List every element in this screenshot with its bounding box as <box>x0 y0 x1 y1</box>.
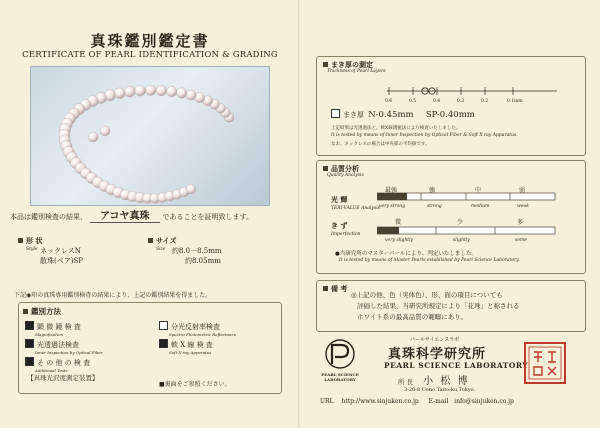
thickness-result: まき厚 N-0.45mm SP-0.40mm <box>331 109 475 120</box>
checkbox-icon <box>159 339 168 348</box>
lab-address: 3-20-8 Ueno Taito-ku,Tokyo. <box>404 387 476 393</box>
section-title: 備 考 <box>323 284 347 294</box>
section-title: 品質分析 <box>323 164 359 174</box>
flaw-bar <box>377 225 557 237</box>
size-value-2: 約8.05mm <box>185 257 221 265</box>
pearl-bead <box>114 88 125 99</box>
pearl-bead <box>135 85 146 96</box>
lab-url[interactable]: http://www.sinjuken.co.jp <box>341 398 419 405</box>
loose-pearl <box>100 126 110 136</box>
bullet-icon <box>148 238 153 243</box>
director: 所 長 小 松 博 <box>398 376 470 387</box>
pearl-bead <box>186 90 196 100</box>
gem-name: アコヤ真珠 <box>90 207 160 223</box>
flaw-fill <box>377 227 399 234</box>
luster-bar <box>377 191 557 203</box>
method-magnification: 顕 微 鏡 検 査 Magnification <box>25 321 81 337</box>
certificate-title: 真珠鑑別鑑定書 <box>90 32 210 50</box>
remarks-section: 備 考 ◎上記の他、色（実体色）、形、面の項目についても 評価した結果、当研究所規定により「花珠」と称される ホワイト系の最高品質の範疇にあり。 <box>316 280 586 332</box>
section-title: まき厚の測定 <box>323 60 373 70</box>
checkbox-icon <box>25 321 34 330</box>
psl-logo-icon <box>322 338 358 370</box>
back-note: ■裏面をご参照ください。 <box>159 381 231 388</box>
pearl-necklace-illustration <box>31 67 269 205</box>
bullet-icon <box>323 286 328 291</box>
loose-pearl <box>88 132 98 142</box>
lab-email[interactable]: info@sinjuken.co.jp <box>454 398 514 405</box>
size-label: サイズ Size <box>148 228 176 252</box>
pearl-bead <box>186 184 196 194</box>
method-optical-fiber: 光透過法検査 Inner Inspection by Optical Fiber <box>25 339 103 355</box>
layer-thickness-section: まき厚の測定 Thickness of Pearl Layers 0.6 0.5 0.4 0.3 0.2 0.1mm まき厚 N-0.45mm SP-0.40mm 上記結果は光透過法と、軟X線透視法により検査いたしました。 It is tested by means of Inner Inspection by Optical Fiber & Soft X-ray Apparatus. なお、ネックレスの場合は中央部の平均値です。 <box>316 56 586 156</box>
other-tests-value: 【真珠光沢度測定装置】 <box>27 374 99 382</box>
pearl-bead <box>176 88 186 98</box>
seal-stamp-icon <box>522 340 568 386</box>
identification-methods-box <box>18 302 282 394</box>
pearl-bead <box>166 86 176 96</box>
red-seal <box>522 340 568 390</box>
shape-label: 形 状 Style <box>18 228 42 252</box>
size-value-1: 約8.0－8.5mm <box>172 247 222 255</box>
pearl-bead <box>124 86 135 97</box>
luster-fill <box>377 193 407 200</box>
lab-name-en: PEARL SCIENCE LABORATORY <box>384 361 529 370</box>
checkbox-icon <box>25 357 34 366</box>
pearl-bead <box>145 85 156 96</box>
bullet-icon <box>23 309 28 314</box>
pearl-bead <box>156 85 167 96</box>
shape-value-2: 散珠(ペア)SP <box>40 257 83 265</box>
method-additional: そ の 他 の 検 査 Additional Tests <box>25 357 90 373</box>
lab-name-jp: 真珠科学研究所 <box>388 347 487 362</box>
pearl-photo <box>30 66 270 206</box>
certificate-subtitle: CERTIFICATE OF PEARL IDENTIFICATION & GRADING <box>22 50 278 60</box>
identification-statement: 本品は鑑別検査の結果、 アコヤ真珠 であることを証明致します。 <box>10 207 253 223</box>
bullet-icon <box>323 166 328 171</box>
checkbox-icon <box>25 339 34 348</box>
checkbox-icon <box>159 321 168 330</box>
logo-caption: PEARL SCIENCE LABORATORY <box>321 372 359 382</box>
method-note: 下記◉印の真珠専用鑑別検査の結果により、上記の鑑別結果を得ました。 <box>14 292 212 299</box>
methods-title: 鑑別方法 <box>23 306 61 317</box>
shape-value-1: ネックレスN <box>40 247 81 255</box>
lab-kana: パールサイエンスラボ <box>410 337 460 343</box>
certificate-right-page <box>300 0 600 428</box>
luster-label: 光 輝 TERI-VALUE Analysis <box>331 195 380 211</box>
lab-contact: URL http://www.sinjuken.co.jp E-mail info@sinjuken.co.jp <box>320 398 514 405</box>
quality-analysis-section: 品質分析 Quality Analysis 光 輝 TERI-VALUE Analysis 最強 強 中 弱 very strong strong medium weak き ず Imperfection 微 少 多 very slightly slightly some ●当研究所のマスターパールにより、判定いたしました。 It is tested by means of Master Pearls established by Pearl Science Laboratory. <box>316 160 586 274</box>
bullet-icon <box>18 238 23 243</box>
method-spectro: 分光反射率検査 Spectro Photometric Reflectance <box>159 321 236 337</box>
method-soft-xray: 軟 X 線 検 査 Soft X-ray Apparatus <box>159 339 213 355</box>
lab-logo <box>322 338 358 374</box>
checkbox-icon <box>331 109 340 118</box>
bullet-icon <box>323 62 328 67</box>
flaw-label: き ず Imperfection <box>331 221 361 237</box>
